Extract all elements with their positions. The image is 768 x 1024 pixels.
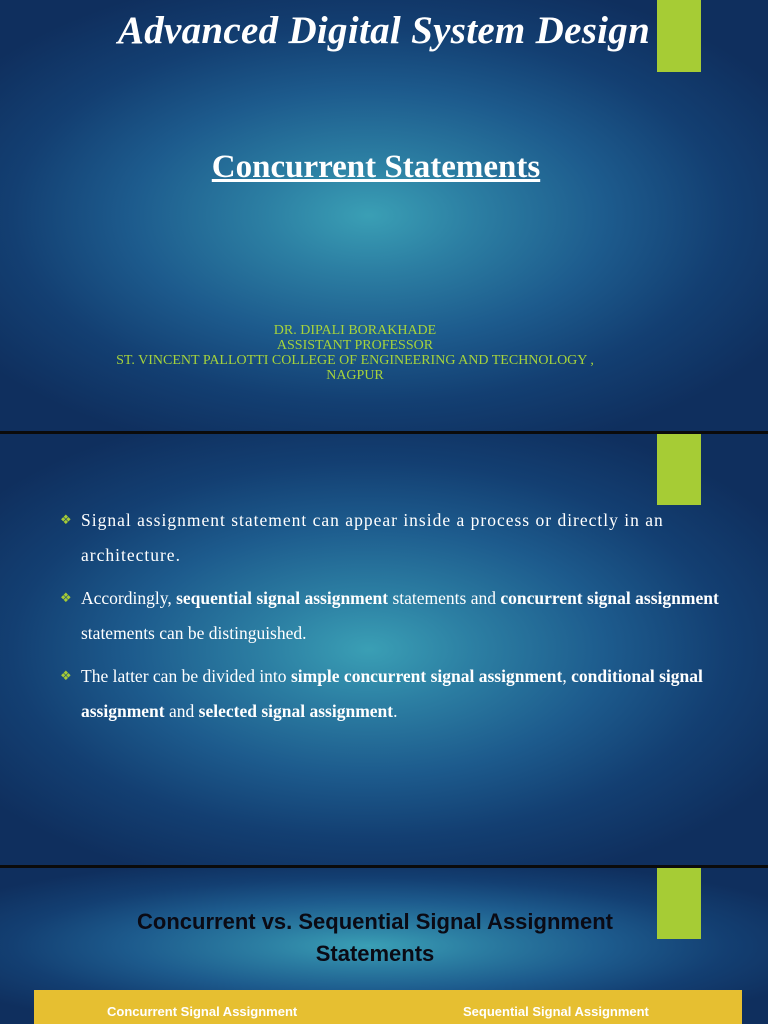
accent-bar (657, 434, 701, 505)
bullet-item (60, 659, 728, 729)
bullet-item (60, 503, 728, 573)
bullet-text-run: statements can be distinguished. (81, 623, 307, 643)
bullet-text-run: statements and (388, 588, 501, 608)
bullet-text-emphasis: simple concurrent signal assignment (290, 666, 563, 686)
slide-title: Advanced Digital System Design (117, 9, 651, 52)
author-position: ASSISTANT PROFESSOR (276, 338, 434, 353)
table-header-row (34, 990, 742, 1024)
bullet-item (60, 581, 728, 651)
bullet-text-run: and (164, 701, 199, 721)
bullet-text-run: . (393, 701, 398, 721)
table-header-concurrent: Concurrent Signal Assignment (107, 1004, 298, 1019)
comparison-slide (0, 868, 768, 1024)
bullet-text-run: Accordingly, (81, 588, 177, 608)
author-name: DR. DIPALI BORAKHADE (273, 323, 437, 338)
content-slide (0, 434, 768, 865)
bullet-text-emphasis: conditional signal assignment (81, 666, 703, 721)
slide-subtitle: Concurrent Statements (211, 149, 541, 185)
bullet-text-run: Signal assignment statement can appear inside a process or directly in an architecture. (81, 510, 664, 565)
bullet-text-emphasis: concurrent signal assignment (500, 588, 719, 608)
title-slide (0, 0, 768, 431)
bullet-diamond-icon: ❖ (60, 591, 72, 606)
bullet-text-run: , (562, 666, 572, 686)
bullet-text (60, 503, 728, 573)
bullet-text (60, 581, 728, 651)
accent-bar (657, 868, 701, 939)
slide-title: Concurrent vs. Sequential Signal Assignment Statements (137, 909, 613, 966)
bullet-diamond-icon: ❖ (60, 513, 72, 528)
bullet-text-emphasis: sequential signal assignment (176, 588, 389, 608)
bullet-text (60, 659, 728, 729)
author-block (0, 323, 710, 383)
table-header-sequential: Sequential Signal Assignment (463, 1004, 649, 1019)
bullet-text-run: The latter can be divided into (81, 666, 291, 686)
bullet-text-emphasis: selected signal assignment (198, 701, 394, 721)
author-city: NAGPUR (326, 368, 384, 383)
bullet-diamond-icon: ❖ (60, 669, 72, 684)
author-institution: ST. VINCENT PALLOTTI COLLEGE OF ENGINEERING AND TECHNOLOGY , (116, 353, 594, 368)
